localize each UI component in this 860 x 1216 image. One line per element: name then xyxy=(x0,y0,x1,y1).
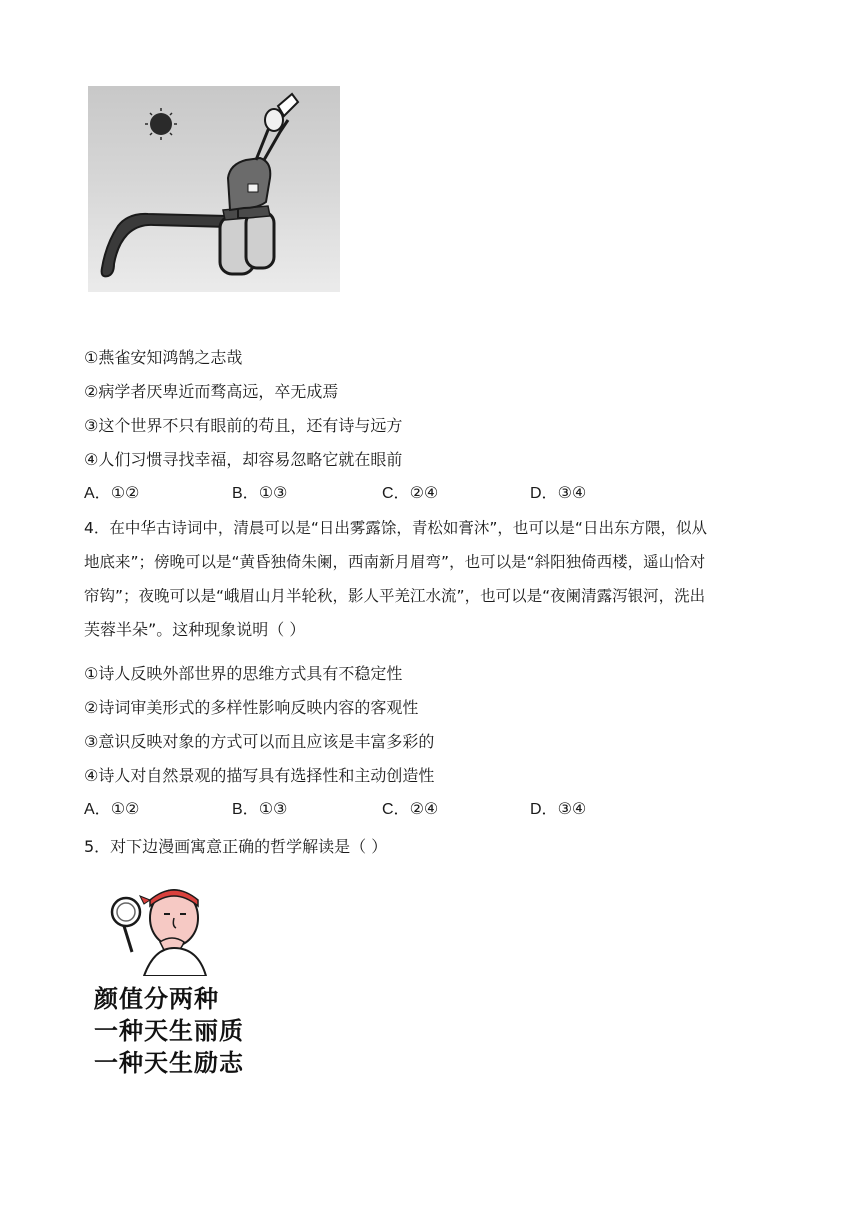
choice-value: ①② xyxy=(110,799,140,818)
cartoon-figure-bottom xyxy=(94,876,244,1082)
cartoon-caption-line-1: 颜值分两种 xyxy=(94,985,219,1013)
choice-letter: A． xyxy=(84,485,111,502)
choice-value: ②④ xyxy=(409,799,439,818)
choice-letter: A． xyxy=(84,801,111,818)
q4-option-3: ③意识反映对象的方式可以而且应该是丰富多彩的 xyxy=(84,732,435,751)
q4-choice-c[interactable] xyxy=(382,799,438,820)
q5-stem: 5．对下边漫画寓意正确的哲学解读是（ ） xyxy=(84,837,388,856)
q4-choice-d[interactable] xyxy=(530,799,586,820)
q3-choice-a[interactable] xyxy=(84,483,139,504)
q4-stem-line-3: 帘钩”；夜晚可以是“峨眉山月半轮秋，影人平羌江水流”，也可以是“夜阑清露泻银河，洗出 xyxy=(84,587,706,605)
choice-value: ③④ xyxy=(557,483,587,502)
glasses-bridge-cartoon-icon xyxy=(88,86,340,292)
q3-choice-c[interactable] xyxy=(382,483,438,504)
q4-option-1: ①诗人反映外部世界的思维方式具有不稳定性 xyxy=(84,664,403,683)
q3-option-1: ①燕雀安知鸿鹄之志哉 xyxy=(84,348,243,367)
choice-letter: C． xyxy=(382,485,410,502)
q4-stem-line-4: 芙蓉半朵”。这种现象说明（ ） xyxy=(84,620,306,639)
choice-letter: C． xyxy=(382,801,410,818)
q4-choice-b[interactable] xyxy=(232,799,287,820)
q3-option-3: ③这个世界不只有眼前的苟且，还有诗与远方 xyxy=(84,416,403,435)
q4-option-2: ②诗词审美形式的多样性影响反映内容的客观性 xyxy=(84,698,419,717)
mirror-cartoon-icon xyxy=(94,876,234,976)
choice-value: ①③ xyxy=(258,799,288,818)
choice-value: ③④ xyxy=(557,799,587,818)
q4-stem-line-2: 地底来”；傍晚可以是“黄昏独倚朱阑，西南新月眉弯”，也可以是“斜阳独倚西楼，遥山恰对 xyxy=(84,553,706,571)
q4-option-4: ④诗人对自然景观的描写具有选择性和主动创造性 xyxy=(84,766,435,785)
cartoon-figure-top xyxy=(88,86,340,292)
q3-choice-d[interactable] xyxy=(530,483,586,504)
cartoon-caption-line-3: 一种天生励志 xyxy=(94,1049,244,1077)
choice-letter: D． xyxy=(530,485,558,502)
choice-letter: B． xyxy=(232,485,259,502)
q4-choice-a[interactable] xyxy=(84,799,139,820)
choice-value: ①② xyxy=(110,483,140,502)
cartoon-caption-line-2: 一种天生丽质 xyxy=(94,1017,244,1045)
choice-value: ①③ xyxy=(258,483,288,502)
q3-choice-b[interactable] xyxy=(232,483,287,504)
q4-stem-line-1: 4．在中华古诗词中，清晨可以是“日出雾露馀，青松如膏沐”，也可以是“日出东方隈，似从 xyxy=(84,519,707,537)
q3-option-4: ④人们习惯寻找幸福，却容易忽略它就在眼前 xyxy=(84,450,403,469)
choice-letter: D． xyxy=(530,801,558,818)
choice-letter: B． xyxy=(232,801,259,818)
choice-value: ②④ xyxy=(409,483,439,502)
q3-option-2: ②病学者厌卑近而骛高远，卒无成焉 xyxy=(84,382,339,401)
